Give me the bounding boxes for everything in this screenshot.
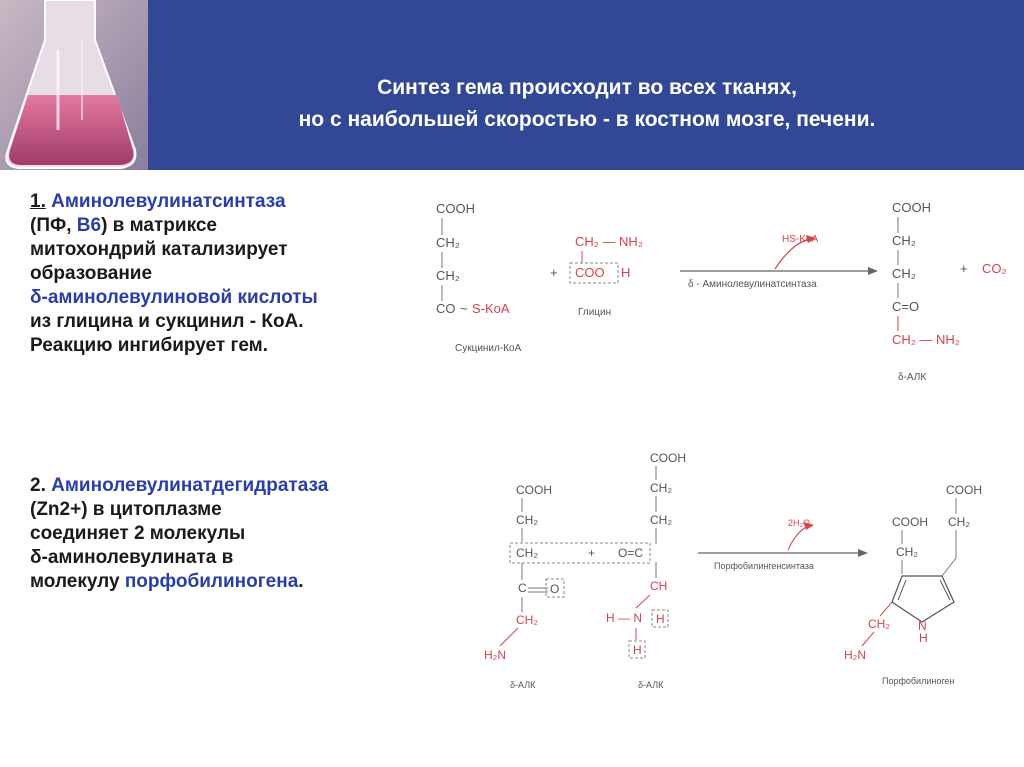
alk-cooh: COOH [892,200,931,215]
m2-ch: CH [650,579,668,593]
step1-number: 1. [30,191,46,212]
m2-o-eq-c: O=C [618,546,644,560]
m2-ch2a: CH₂ [650,481,672,495]
step1-enzyme: Аминолевулинатсинтаза [51,191,286,212]
m2-ch2b: CH₂ [650,513,672,527]
pbg-h: H [919,631,928,645]
m1-ch2c: CH₂ [516,613,538,627]
gly-cooh: COO [575,265,605,280]
step2-product: порфобилиногена [124,571,299,592]
gly-ch2nh2: CH₂ — NH₂ [575,234,643,249]
step2-enzyme: Аминолевулинатдегидратаза [51,475,329,496]
pbg-ch2a: CH₂ [896,545,918,559]
step1-line7: Реакцию ингибирует гем. [30,335,269,356]
paren-open: ( [30,215,37,236]
succ-ch2b: CH₂ [436,268,460,283]
alk-label: δ-АЛК [898,372,927,383]
step2-location: в цитоплазме [87,499,222,520]
step2-line5-prefix: молекулу [30,571,125,592]
succ-skoa: S-KoA [472,301,510,316]
step1-line3: митохондрий катализирует [30,239,288,260]
pbg-cooh2: COOH [946,483,982,497]
slide-title [150,72,1024,136]
m2-cooh: COOH [650,451,686,465]
pbg-n: N [918,619,927,633]
step1-line6: из глицина и сукцинил - КоА. [30,311,304,332]
m2-h-n: H — N [606,611,642,625]
cofactor-pf: ПФ [36,215,67,236]
pbg-h2n: H₂N [844,648,866,662]
plus-r2: + [588,546,596,560]
step1-description [30,190,318,358]
period: . [298,571,304,592]
paren-close: ) [101,215,108,236]
succ-tilde: ~ [460,301,468,316]
plus-2: + [960,261,968,276]
succ-label: Сукцинил-КоА [455,343,522,354]
step2-number: 2. [30,475,46,496]
flask-image [0,0,148,170]
step1-location: в матриксе [107,215,217,236]
m1-ch2a: CH₂ [516,513,538,527]
m1-c: C [518,581,527,595]
title-line-1: Синтез гема происходит во всех тканях, [377,76,797,99]
m1-label: δ-АЛК [510,680,536,690]
pbg-cooh1: COOH [892,515,928,529]
plus-1: + [550,265,558,280]
reaction1-diagram [420,185,1024,395]
alk-ch2nh2: CH₂ — NH₂ [892,332,960,347]
gly-h: H [621,265,631,280]
co2: CO₂ [982,261,1007,276]
m2-h2: H [633,643,642,657]
enzyme1-label: δ - Аминолевулинатсинтаза [688,279,817,290]
m1-o: O [550,582,560,596]
hskoa-label: HS-KoA [782,234,819,245]
enzyme2-label: Порфобилингенсинтаза [714,561,814,571]
pbg-ch2c: CH₂ [868,617,890,631]
alk-co: C=O [892,299,920,314]
water-label: 2H₂O [788,518,810,528]
step1-line4: образование [30,263,153,284]
pbg-label: Порфобилиноген [882,676,955,686]
reaction2-diagram [470,440,1024,700]
m1-cooh: COOH [516,483,552,497]
alk-ch2b: CH₂ [892,266,916,281]
step2-line3: соединяет 2 молекулы [30,523,246,544]
alk-ch2a: CH₂ [892,233,916,248]
m2-label: δ-АЛК [638,680,664,690]
comma: , [66,215,77,236]
m1-ch2b: CH₂ [516,546,538,560]
gly-label: Глицин [578,307,612,318]
succ-ch2a: CH₂ [436,235,460,250]
succ-cooh: COOH [436,201,475,216]
m2-h1: H [656,612,665,626]
succ-co: CO [436,301,456,316]
step1-product: δ-аминолевулиновой кислоты [30,287,318,308]
title-line-2: но с наибольшей скоростью - в костном мозге, печени. [298,108,876,131]
step2-line4: δ-аминолевулината в [30,547,234,568]
step2-description [30,474,328,594]
header-banner [0,0,1024,170]
pbg-ch2b: CH₂ [948,515,970,529]
cofactor-b6: В6 [76,215,102,236]
step2-cofactor: (Zn2+) [30,499,88,520]
m1-h2n: H₂N [484,648,506,662]
